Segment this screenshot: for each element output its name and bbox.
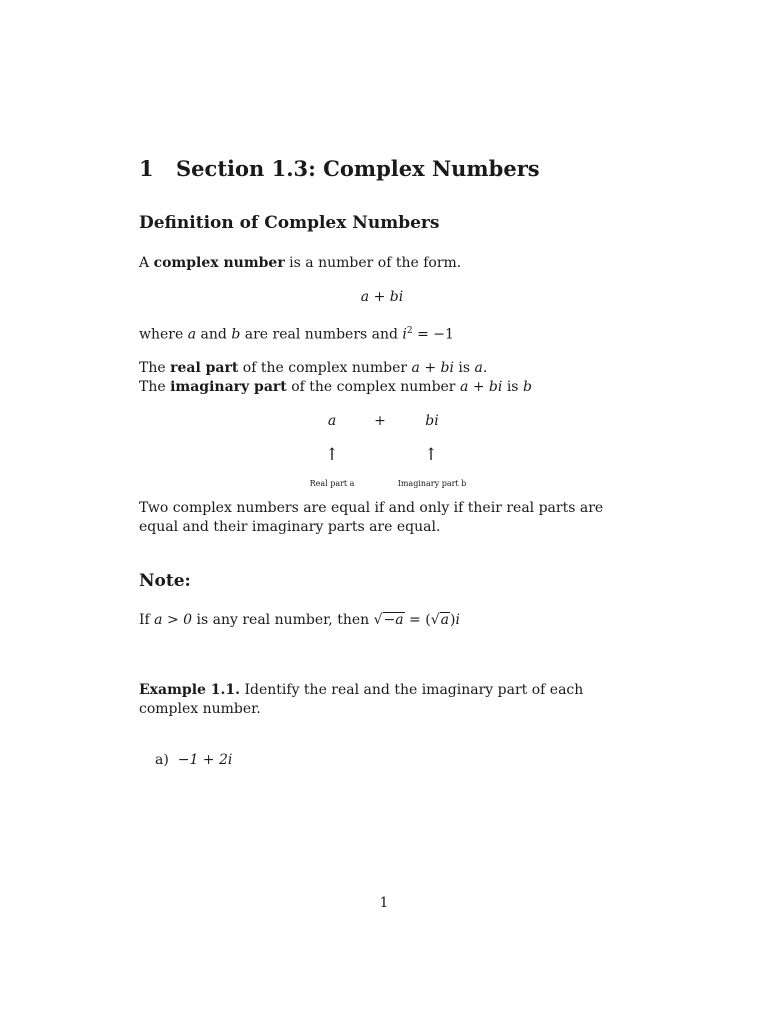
imaginary-part-sentence: The imaginary part of the complex number a + bi is b bbox=[139, 379, 532, 395]
item-label: a) bbox=[155, 752, 169, 768]
term-complex-number: complex number bbox=[153, 255, 285, 271]
arrow-up-icon: ↑ bbox=[324, 445, 340, 465]
section-title bbox=[139, 156, 540, 181]
diagram-a: a bbox=[327, 413, 337, 429]
label-imaginary-part: Imaginary part b bbox=[397, 479, 467, 488]
page-number: 1 bbox=[379, 895, 389, 911]
where-sentence: where a and b are real numbers and $i^2 = -1$ bbox=[139, 326, 454, 343]
sqrt-right-radicand: a bbox=[440, 612, 449, 628]
note-heading: Note: bbox=[139, 571, 191, 591]
diagram-plus: + bbox=[374, 413, 386, 429]
example-label: Example 1.1. bbox=[139, 682, 241, 698]
equality-paragraph: Two complex numbers are equal if and only if their real parts are equal and their imaginary parts are equal. bbox=[139, 500, 604, 535]
example-paragraph bbox=[139, 681, 619, 719]
arrow-up-icon: ↑ bbox=[423, 445, 439, 465]
definition-sentence: A complex number is a number of the form. bbox=[139, 255, 462, 271]
sqrt-symbol: √ bbox=[430, 612, 440, 628]
section-number: 1 bbox=[139, 156, 154, 181]
label-real-part: Real part a bbox=[309, 479, 355, 488]
definition-formula: a + bi bbox=[360, 289, 404, 305]
example-text: Identify the real and the imaginary part of each complex number. bbox=[139, 682, 584, 717]
term-real-part: real part bbox=[170, 360, 239, 376]
sqrt-left-radicand: −a bbox=[383, 612, 404, 628]
note-sentence: If a > 0 is any real number, then √−a = (√a)i bbox=[139, 612, 460, 628]
subsection-title: Definition of Complex Numbers bbox=[139, 213, 440, 233]
item-value: −1 + 2i bbox=[177, 752, 233, 768]
sqrt-symbol: √ bbox=[373, 612, 383, 628]
diagram-bi: bi bbox=[425, 413, 439, 429]
term-imaginary-part: imaginary part bbox=[170, 379, 287, 395]
real-part-sentence: The real part of the complex number a + bi is a. bbox=[139, 360, 488, 376]
section-title-text: Section 1.3: Complex Numbers bbox=[176, 156, 540, 181]
example-item-a bbox=[155, 751, 232, 770]
